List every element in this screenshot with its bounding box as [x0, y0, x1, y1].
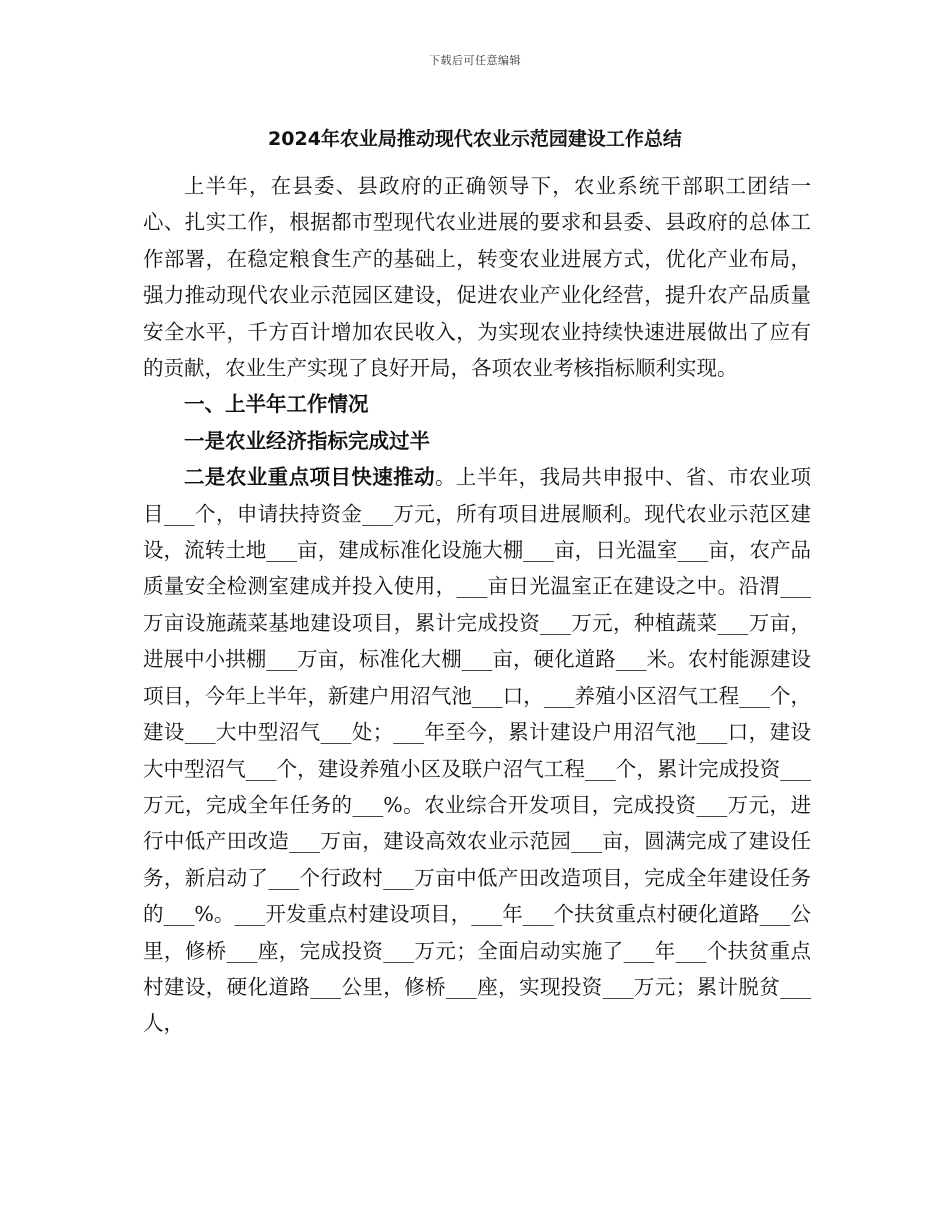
- point-two-lead: 二是农业重点项目快速推动: [184, 465, 435, 490]
- point-one-heading: 一是农业经济指标完成过半: [184, 428, 430, 453]
- point-two-body: 。上半年，我局共申报中、省、市农业项目___个，申请扶持资金___万元，所有项目进展顺利。现代农业示范区建设，流转土地___亩，建成标准化设施大棚___亩，日光温室___亩，农产品质量安全检测室建成并投入使用，___亩日光温室正在建设之中。沿渭___万亩设施蔬菜基地建设项目，累计完成投资___万元，种植蔬菜___万亩，进展中小拱棚___万亩，标准化大棚___亩，硬化道路___米。农村能源建设项目，今年上半年，新建户用沼气池___口，___养殖小区沼气工程___个，建设___大中型沼气___处；___年至今，累计建设户用沼气池___口，建设大中型沼气___个，建设养殖小区及联户沼气工程___个，累计完成投资___万元，完成全年任务的___%。农业综合开发项目，完成投资___万元，进行中低产田改造___万亩，建设高效农业示范园___亩，圆满完成了建设任务，新启动了___个行政村___万亩中低产田改造项目，完成全年建设任务的___%。___开发重点村建设项目，___年___个扶贫重点村硬化道路___公里，修桥___座，完成投资___万元；全面启动实施了___年___个扶贫重点村建设，硬化道路___公里，修桥___座，实现投资___万元；累计脱贫___人，: [143, 465, 812, 1036]
- header-note: 下载后可任意编辑: [429, 54, 521, 67]
- point-two-paragraph: [143, 459, 811, 1042]
- intro-paragraph: 上半年，在县委、县政府的正确领导下，农业系统干部职工团结一心、扎实工作，根据都市型现代农业进展的要求和县委、县政府的总体工作部署，在稳定粮食生产的基础上，转变农业进展方式，优化产业布局，强力推动现代农业示范园区建设，促进农业产业化经营，提升农产品质量安全水平，千方百计增加农民收入，为实现农业持续快速进展做出了应有的贡献，农业生产实现了良好开局，各项农业考核指标顺利实现。: [143, 174, 811, 381]
- document-title: 2024年农业局推动现代农业示范园建设工作总结: [268, 128, 682, 150]
- document-body: [143, 168, 811, 1042]
- section-heading: 一、上半年工作情况: [184, 392, 369, 417]
